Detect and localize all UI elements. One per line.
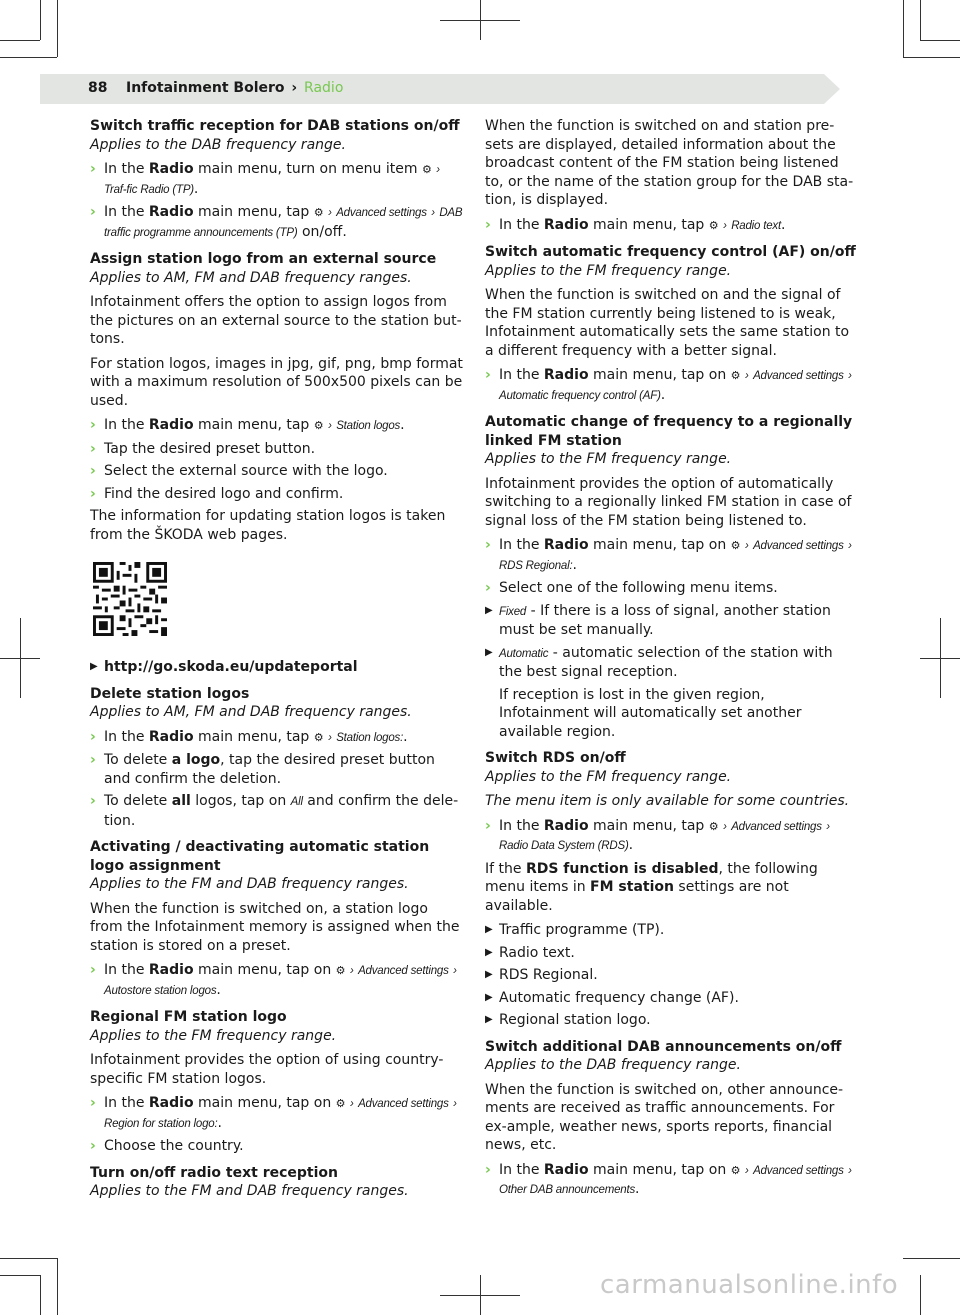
option-marker-icon: ▶ <box>485 946 493 958</box>
step-marker-icon: › <box>485 817 491 834</box>
option-marker-icon: ▶ <box>485 924 493 935</box>
menu-item: Automatic frequency control (AF) <box>499 389 661 402</box>
list-item: ▶ Regional station logo. <box>485 1012 651 1028</box>
option-item: ▶ Automatic - automatic selection of the station with the best signal reception. <box>485 644 833 680</box>
watermark: carmanualsonline.info <box>600 1270 899 1300</box>
section-title: Assign station logo from an external source <box>90 251 437 267</box>
section-title: Turn on/off radio text reception <box>90 1164 338 1181</box>
breadcrumb <box>126 80 343 96</box>
step-marker-icon: › <box>90 728 96 745</box>
step: › To delete a logo, tap the desired preset button and confirm the deletion. <box>90 752 435 787</box>
crop-mark <box>903 0 904 57</box>
menu-item: Region for station logo: <box>104 1117 218 1130</box>
section-title: Automatic change of frequency to a regionally linked FM station <box>485 414 853 449</box>
step: › Find the desired logo and confirm. <box>90 485 344 502</box>
update-portal-link[interactable]: http://go.skoda.eu/updateportal <box>104 659 358 675</box>
step: › In the Radio main menu, tap ⚙ › Station logos:. <box>90 728 408 745</box>
paragraph: If the RDS function is disabled, the following menu items in FM station settings are not available. <box>485 860 818 914</box>
paragraph: The information for updating station logos is taken from the ŠKODA web pages. <box>90 508 446 543</box>
menu-item: Station logos <box>336 420 401 432</box>
settings-icon: ⚙ <box>708 218 719 232</box>
settings-icon: ⚙ <box>313 206 324 219</box>
settings-icon: ⚙ <box>708 819 719 833</box>
step: › Choose the country. <box>90 1138 244 1154</box>
step-marker-icon: › <box>90 204 96 220</box>
step: › In the Radio main menu, tap ⚙ › Station logos. <box>90 417 405 433</box>
menu-item: Fixed <box>499 605 527 618</box>
breadcrumb-section: Infotainment Bolero <box>126 80 285 96</box>
menu-item: Traf-fic Radio (TP) <box>104 183 194 196</box>
section-title: Activating / deactivating automatic station logo assignment <box>90 839 430 874</box>
qr-code-icon <box>93 562 167 636</box>
section-subtitle: Applies to the FM frequency range. <box>485 262 732 279</box>
list-item: ▶ Radio text. <box>485 944 575 961</box>
crop-mark <box>40 1275 41 1315</box>
crop-mark <box>480 0 481 40</box>
breadcrumb-current: Radio <box>304 80 344 96</box>
section-subtitle: Applies to the DAB frequency range. <box>90 136 346 153</box>
section-note: The menu item is only available for some countries. <box>485 793 850 809</box>
crop-mark <box>57 0 58 57</box>
crop-mark <box>57 1258 58 1315</box>
menu-item: Advanced settings <box>753 370 844 382</box>
step: › In the Radio main menu, tap ⚙ › Advanced settings › DAB traffic programme announcements (TP) on/off. <box>90 204 463 240</box>
step-marker-icon: › <box>90 1095 96 1111</box>
option-marker-icon: ▶ <box>485 1014 493 1025</box>
paragraph: For station logos, images in jpg, gif, png, bmp format with a maximum resolution of 500x500 pixels can be used. <box>90 355 463 409</box>
step: › In the Radio main menu, tap on ⚙ › Advanced settings › Other DAB announcements. <box>485 1161 852 1197</box>
settings-icon: ⚙ <box>313 730 324 744</box>
step-marker-icon: › <box>485 580 491 596</box>
step-marker-icon: › <box>90 1138 96 1154</box>
step-marker-icon: › <box>90 793 96 809</box>
option-marker-icon: ▶ <box>485 991 493 1003</box>
option-marker-icon: ▶ <box>485 646 493 658</box>
paragraph: When the function is switched on and the signal of the FM station currently being listened to is weak, Infotainment automatically sets the same station to a different frequency with a better signal. <box>485 287 850 359</box>
menu-item: Advanced settings <box>358 965 449 977</box>
step-marker-icon: › <box>90 440 96 457</box>
step: › Select one of the following menu items. <box>485 580 778 596</box>
page-number: 88 <box>88 80 108 96</box>
step: › Select the external source with the logo. <box>90 463 388 479</box>
step: › In the Radio main menu, tap ⚙ › Radio text. <box>485 216 786 233</box>
paragraph: Infotainment provides the option of automatically switching to a regionally linked FM station in case of signal loss of the FM station being listened to. <box>485 475 852 529</box>
settings-icon: ⚙ <box>730 369 741 382</box>
step: › In the Radio main menu, tap on ⚙ › Advanced settings › Region for station logo:. <box>90 1095 457 1131</box>
crop-mark <box>20 618 21 698</box>
section-title: Delete station logos <box>90 685 250 702</box>
menu-item: Radio Data System (RDS) <box>499 840 629 852</box>
section-subtitle: Applies to the FM frequency range. <box>90 1027 337 1044</box>
section-title: Switch automatic frequency control (AF) on/off <box>485 244 856 260</box>
menu-item: All <box>290 796 303 808</box>
option-marker-icon: ▶ <box>90 661 98 672</box>
list-item: ▶ Traffic programme (TP). <box>485 922 665 938</box>
step-marker-icon: › <box>485 216 491 233</box>
list-item: ▶ Automatic frequency change (AF). <box>485 989 739 1006</box>
crop-mark <box>920 40 960 41</box>
settings-icon: ⚙ <box>313 419 324 432</box>
step: › In the Radio main menu, tap on ⚙ › Advanced settings › Automatic frequency control (AF). <box>485 367 852 403</box>
menu-item: Advanced settings <box>336 207 427 219</box>
crop-mark <box>903 1258 960 1259</box>
settings-icon: ⚙ <box>730 539 741 552</box>
paragraph: Infotainment provides the option of using country-specific FM station logos. <box>90 1052 444 1087</box>
crop-mark <box>920 0 921 40</box>
paragraph: When the function is switched on, other announce-ments are received as traffic announcements. For ex-ample, weather news, sports reports, financial news, etc. <box>485 1081 844 1153</box>
section-subtitle: Applies to AM, FM and DAB frequency ranges. <box>90 704 412 720</box>
crop-mark <box>0 1258 57 1259</box>
section-title: Regional FM station logo <box>90 1009 287 1025</box>
option-marker-icon: ▶ <box>485 604 493 616</box>
section-subtitle: Applies to AM, FM and DAB frequency ranges. <box>90 269 412 286</box>
section-subtitle: Applies to the FM frequency range. <box>485 768 732 785</box>
section-subtitle: Applies to the FM and DAB frequency ranges. <box>90 1183 409 1199</box>
section-subtitle: Applies to the FM and DAB frequency ranges. <box>90 876 409 892</box>
section-title: Switch RDS on/off <box>485 750 626 766</box>
section-subtitle: Applies to the DAB frequency range. <box>485 1057 741 1073</box>
option-marker-icon: ▶ <box>485 969 493 980</box>
settings-icon: ⚙ <box>730 1163 741 1177</box>
crop-mark <box>0 57 57 58</box>
step-marker-icon: › <box>90 417 96 433</box>
step-marker-icon: › <box>90 962 96 978</box>
menu-item: Other DAB announcements <box>499 1184 636 1196</box>
menu-item: Autostore station logos <box>104 984 217 997</box>
list-item: ▶ RDS Regional. <box>485 967 598 983</box>
step-marker-icon: › <box>90 161 96 177</box>
step-marker-icon: › <box>90 485 96 502</box>
step-marker-icon: › <box>485 537 491 553</box>
step: › Tap the desired preset button. <box>90 440 316 457</box>
left-column <box>90 117 463 1207</box>
paragraph: When the function is switched on, a station logo from the Infotainment memory is assigned when the station is stored on a preset. <box>90 900 460 954</box>
crop-mark <box>920 1275 921 1315</box>
menu-item: DAB traffic programme announcements (TP) <box>104 207 463 239</box>
menu-item: Station logos: <box>336 731 404 744</box>
section-subtitle: Applies to the FM frequency range. <box>485 451 732 467</box>
section-title: Switch traffic reception for DAB stations on/off <box>90 118 460 134</box>
right-column <box>485 117 858 1204</box>
paragraph: When the function is switched on and station pre-sets are displayed, detailed information about the broadcast content of the FM station being listened to, or the name of the station group for the DAB sta-tion, is displayed. <box>485 118 854 208</box>
menu-item: RDS Regional: <box>499 559 573 572</box>
option-item: ▶ Fixed - If there is a loss of signal, another station must be set manually. <box>485 602 831 638</box>
crop-mark <box>40 0 41 40</box>
crop-mark <box>0 40 40 41</box>
settings-icon: ⚙ <box>421 163 432 176</box>
step: › In the Radio main menu, tap on ⚙ › Advanced settings › RDS Regional:. <box>485 537 852 573</box>
crop-mark <box>480 1275 481 1315</box>
crop-mark <box>940 618 941 698</box>
paragraph: Infotainment offers the option to assign logos from the pictures on an external source to the station but-tons. <box>90 294 462 347</box>
step: › In the Radio main menu, turn on menu item ⚙ › Traf-fic Radio (TP). <box>90 161 440 197</box>
menu-item: Advanced settings <box>753 1164 844 1177</box>
step: › In the Radio main menu, tap ⚙ › Advanced settings › Radio Data System (RDS). <box>485 817 830 853</box>
option-note: If reception is lost in the given region, Infotainment will automatically set another available region. <box>499 686 802 740</box>
step: › In the Radio main menu, tap on ⚙ › Advanced settings › Autostore station logos. <box>90 962 457 998</box>
section-title: Switch additional DAB announcements on/off <box>485 1038 842 1055</box>
crop-mark <box>903 57 960 58</box>
menu-item: Advanced settings <box>358 1098 449 1110</box>
menu-item: Advanced settings <box>753 540 844 552</box>
step-marker-icon: › <box>90 752 96 768</box>
step-marker-icon: › <box>485 367 491 383</box>
step-marker-icon: › <box>485 1161 491 1178</box>
settings-icon: ⚙ <box>335 1097 346 1110</box>
step-marker-icon: › <box>90 463 96 479</box>
link-item <box>90 658 463 677</box>
menu-item: Advanced settings <box>731 820 822 833</box>
breadcrumb-separator: › <box>291 80 298 96</box>
menu-item: Radio text <box>731 219 781 232</box>
menu-item: Automatic <box>499 647 549 660</box>
step: › To delete all logos, tap on All and confirm the dele-tion. <box>90 793 459 829</box>
crop-mark <box>0 1275 40 1276</box>
settings-icon: ⚙ <box>335 964 346 977</box>
